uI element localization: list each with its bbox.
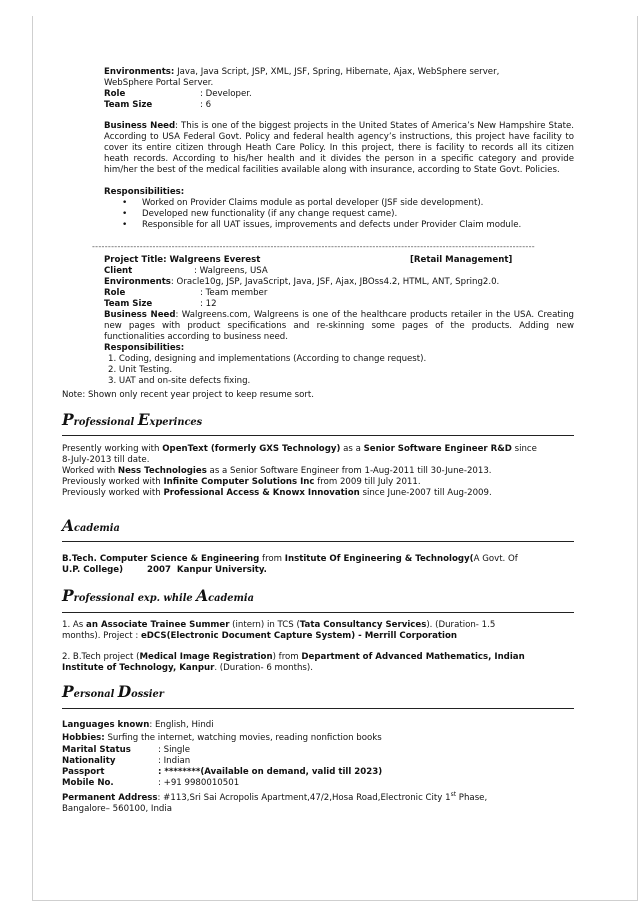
mobile-value: : +91 9980010501 [158,778,240,788]
section-rule [62,435,574,436]
nationality-value: : Indian [158,756,191,766]
prof-exp-item-1: 1. As an Associate Trainee Summer (intern) in TCS (Tata Consultancy Services). (Duration- 1.5 months). Project : eDCS(Electronic Document Capture System) - Merrill Corporation [62,620,496,641]
list-item: • Developed new functionality (if any change request came). [104,209,574,220]
client-value: : Walgreens, USA [194,266,268,276]
address-value: : #113,Sri Sai Acropolis Apartment,47/2,Hosa Road,Electronic City 1 [157,792,451,803]
role-label: Role [104,288,126,298]
list-item: • Responsible for all UAT issues, improvements and defects under Provider Claim module. [104,220,574,231]
team-size-value: : 12 [200,299,217,309]
hobbies-value: Surfing the internet, watching movies, reading nonfiction books [104,733,382,743]
project1-details [104,67,574,111]
experience-list: Presently working with OpenText (formerly GXS Technology) as a Senior Software Engineer R&D since 8-July-2013 till date. Worked with Ness Technologies as a Senior Software Engineer from 1-Aug-2011 till 30-June-2013. Previously worked with Infinite Computer Solutions Inc from 2009 till July 2011. Previously worked with Professional Access & Knowx Innovation since June-2007 till Aug-2009. [62,444,537,498]
env-value-cont: WebSphere Portal Server. [104,78,214,88]
personal-details: Languages known: English, Hindi Hobbies: Surfing the internet, watching movies, reading nonfiction books Marital Status : Single Nationality : Indian Passport : ********(Available on demand, valid till 2023) Mobile No. : +91 9980010501 Permanent Address: #113,Sri Sai Acropolis Apartment,47/2,Hosa Road,Electronic City 1st Phase, Bangalore– 560100, India [62,720,574,815]
business-need-label: Business Need [104,121,176,131]
address-label: Permanent Address [62,792,158,803]
prof-exp-item-2: 2. B.Tech project (Medical Image Registration) from Department of Advanced Mathematics, Indian Institute of Technology, Kanpur. (Duration- 6 months). [62,652,525,673]
institute: Institute Of Engineering & Technology( [284,554,474,564]
role-value: : Developer. [200,89,252,99]
marital-status-value: : Single [158,745,191,755]
env-value: : Oracle10g, JSP, JavaScript, Java, JSF, Ajax, JBOss4.2, HTML, ANT, Spring2.0. [170,277,500,287]
employer-name: OpenText (formerly GXS Technology) [162,444,341,454]
employer-name: Professional Access & Knowx Innovation [163,488,360,498]
section-title-experience: Professional Experinces [62,410,203,429]
list-item: 3. UAT and on-site defects fixing. [108,376,251,386]
responsibilities-label: Responsibilities: [104,187,185,197]
address-line-2: Bangalore– 560100, India [62,803,172,814]
languages-label: Languages known [62,720,150,730]
passport-value: : ********(Available on demand, valid till 2023) [158,767,383,777]
project-domain-tag: [Retail Management] [410,255,513,265]
section-title-prof-exp-academia: Professional exp. while Academia [62,586,254,605]
employer-name: Infinite Computer Solutions Inc [163,477,315,487]
project-title: Project Title: Walgreens Everest [104,255,261,265]
mobile-label: Mobile No. [62,778,114,788]
nationality-label: Nationality [62,756,116,766]
list-item: • Worked on Provider Claims module as portal developer (JSF side development). [104,198,574,209]
section-title-personal: Personal Dossier [62,682,164,701]
languages-value: : English, Hindi [149,720,214,730]
project2-details [104,255,574,387]
section-rule [62,708,574,709]
employer-name: Ness Technologies [117,466,207,476]
marital-status-label: Marital Status [62,745,131,755]
academia-details: B.Tech. Computer Science & Engineering from Institute Of Engineering & Technology(A Govt. Of U.P. College) 2007 Kanpur University. [62,554,518,575]
business-need-text: : This is one of the biggest projects in the United States of America’s New Hampshire State. According to USA Federal Govt. Policy and federal health agency’s instructions, this project have facility to cover its entire citizen through Heath Care Policy. In this project, there is facility to records all its citizen heath records. According to his/her health and it divides the person in a specific category and provide him/her the best of the medical facilities available along with insurance, according to State Govt. Policies. [104,121,574,175]
team-size-label: Team Size [104,299,153,309]
list-item: 1. Coding, designing and implementations (According to change request). [108,354,427,364]
divider: ------------------------------------------------------------------------------------------------------------------------------------------- [92,242,535,251]
degree: B.Tech. Computer Science & Engineering [62,554,260,564]
role-label: Role [104,89,126,99]
responsibilities-label: Responsibilities: [104,343,185,353]
team-size-value: : 6 [200,100,212,110]
project1-business-need [104,121,574,176]
business-need-label: Business Need [104,310,176,320]
project1-responsibilities [104,187,574,231]
graduation-year: 2007 Kanpur University. [147,565,267,575]
passport-label: Passport [62,767,105,777]
client-label: Client [104,266,133,276]
team-size-label: Team Size [104,100,153,110]
note: Note: Shown only recent year project to keep resume sort. [62,390,315,400]
job-title: Senior Software Engineer R&D [363,444,512,454]
role-value: : Team member [200,288,268,298]
section-rule [62,612,574,613]
list-item: 2. Unit Testing. [108,365,173,375]
section-title-academia: Academia [62,516,120,535]
env-value: Java, Java Script, JSP, XML, JSF, Spring, Hibernate, Ajax, WebSphere server, [177,67,500,77]
env-label: Environments: [104,67,175,77]
hobbies-label: Hobbies: [62,733,105,743]
business-need-text: : Walgreens.com, Walgreens is one of the healthcare products retailer in the USA. Creating new pages with product specifications and re-skinning some pages of the products. Adding new functionalities according to business need. [104,310,574,342]
section-rule [62,541,574,542]
env-label: Environments [104,277,171,287]
